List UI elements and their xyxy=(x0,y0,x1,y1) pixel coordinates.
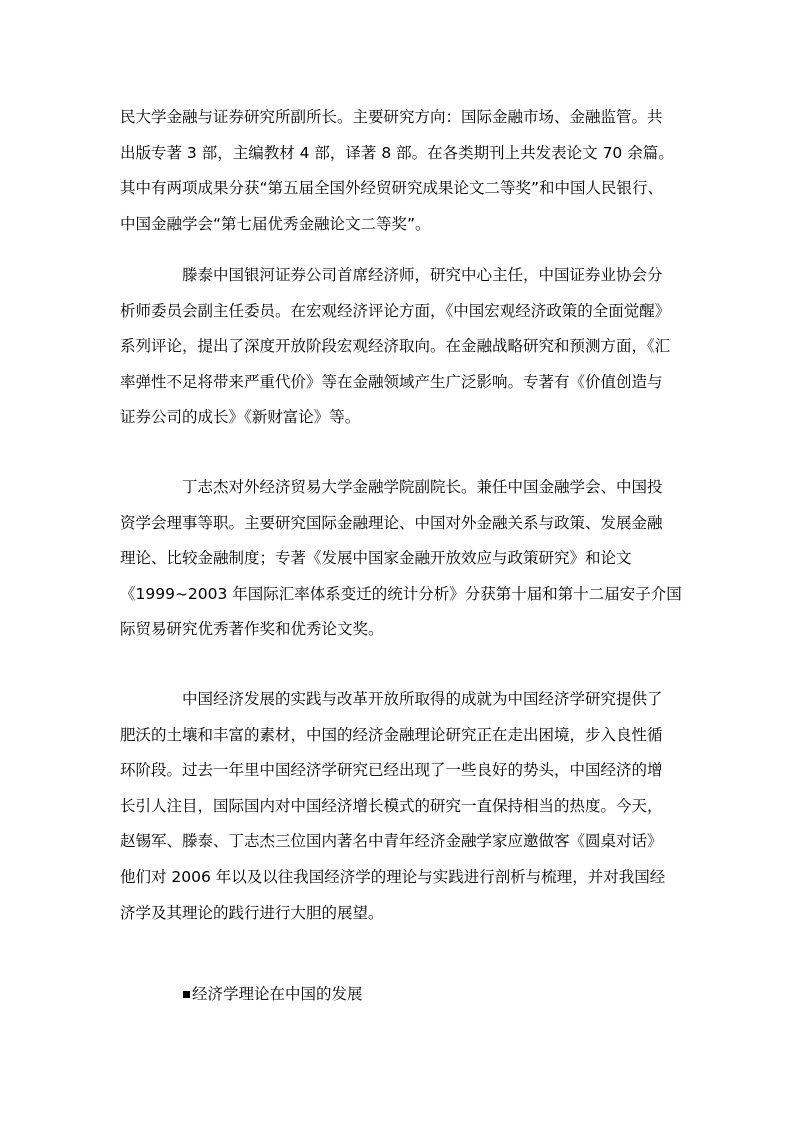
text-line: 肥沃的土壤和丰富的素材，中国的经济金融理论研究正在走出困境，步入良性循 xyxy=(120,725,663,744)
paragraph-zhao-bio xyxy=(120,100,680,242)
paragraph-introduction xyxy=(120,682,680,931)
text-line: 资学会理事等职。主要研究国际金融理论、中国对外金融关系与政策、发展金融 xyxy=(120,513,663,532)
text-line: 环阶段。过去一年里中国经济学研究已经出现了一些良好的势头，中国经济的增 xyxy=(120,761,663,780)
text-line: 丁志杰对外经济贸易大学金融学院副院长。兼任中国金融学会、中国投 xyxy=(182,478,663,496)
text-line: 民大学金融与证券研究所副所长。主要研究方向：国际金融市场、金融监管。共 xyxy=(120,108,663,126)
text-line: 中国金融学会“第七届优秀金融论文二等奖”。 xyxy=(120,214,431,233)
text-line: 长引人注目，国际国内对中国经济增长模式的研究一直保持相当的热度。今天， xyxy=(120,796,663,815)
paragraph-ding-bio xyxy=(120,470,680,648)
section-heading-text: 经济学理论在中国的发展 xyxy=(192,985,363,1003)
text-line: 他们对 2006 年以及以往我国经济学的理论与实践进行剖析与梳理，并对我国经 xyxy=(120,867,666,886)
square-bullet-icon xyxy=(183,991,190,998)
text-line: 证券公司的成长》《新财富论》等。 xyxy=(120,408,361,427)
text-line: 《1999~2003 年国际汇率体系变迁的统计分析》分获第十届和第十二届安子介国 xyxy=(120,584,682,603)
text-line: 系列评论，提出了深度开放阶段宏观经济取向。在金融战略研究和预测方面，《汇 xyxy=(120,337,671,356)
text-line: 析师委员会副主任委员。在宏观经济评论方面，《中国宏观经济政策的全面觉醒》 xyxy=(120,301,671,320)
text-line: 中国经济发展的实践与改革开放所取得的成就为中国经济学研究提供了 xyxy=(182,690,663,708)
text-line: 济学及其理论的践行进行大胆的展望。 xyxy=(120,903,384,922)
paragraph-teng-bio xyxy=(120,258,680,436)
section-heading xyxy=(183,977,363,1012)
text-line: 滕泰中国银河证券公司首席经济师，研究中心主任，中国证券业协会分 xyxy=(182,266,663,284)
text-line: 理论、比较金融制度；专著《发展中国家金融开放效应与政策研究》和论文 xyxy=(120,549,632,568)
text-line: 率弹性不足将带来严重代价》等在金融领域产生广泛影响。专著有《价值创造与 xyxy=(120,372,663,391)
text-line: 际贸易研究优秀著作奖和优秀论文奖。 xyxy=(120,620,384,639)
text-line: 出版专著 3 部，主编教材 4 部，译著 8 部。在各类期刊上共发表论文 70 余篇。 xyxy=(120,143,674,162)
text-line: 其中有两项成果分获“第五届全国外经贸研究成果论文二等奖”和中国人民银行、 xyxy=(120,179,664,198)
text-line: 赵锡军、滕泰、丁志杰三位国内著名中青年经济金融学家应邀做客《圆桌对话》 xyxy=(120,832,663,851)
